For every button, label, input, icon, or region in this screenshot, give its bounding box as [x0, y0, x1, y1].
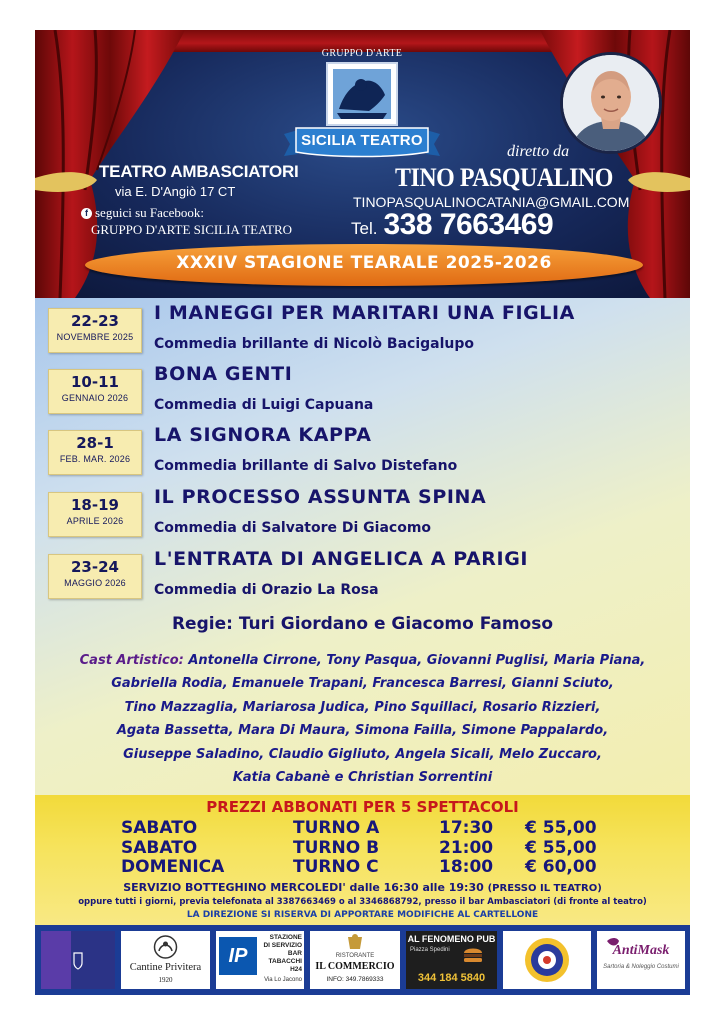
- show-days: 23-24: [71, 558, 119, 576]
- station-line: STAZIONE: [269, 934, 302, 941]
- show-item: [35, 361, 690, 421]
- logo-top-text: GRUPPO D'ARTE: [321, 48, 403, 59]
- ristorante-name: IL COMMERCIO: [315, 961, 395, 972]
- show-item: [35, 300, 690, 360]
- price-row: [35, 857, 690, 877]
- show-author: Commedia brillante di Salvo Distefano: [154, 458, 458, 474]
- ristorante-info: INFO: 349.7869333: [326, 976, 384, 983]
- price-time: 18:00: [439, 857, 494, 877]
- price-turn: TURNO C: [293, 857, 379, 877]
- wine-seal-icon: [121, 931, 210, 961]
- season-title: XXXIV STAGIONE TEARALE 2025-2026: [176, 253, 552, 273]
- facebook-page-name[interactable]: GRUPPO D'ARTE SICILIA TEATRO: [91, 222, 293, 237]
- theatre-mask-icon: [325, 61, 399, 127]
- show-title: I MANEGGI PER MARITARI UNA FIGLIA: [154, 302, 575, 324]
- show-title: LA SIGNORA KAPPA: [154, 424, 372, 446]
- person-icon: [563, 55, 659, 151]
- cast-line: Tino Mazzaglia, Mariarosa Judica, Pino Squillaci, Rosario Rizzieri,: [124, 699, 601, 715]
- price-turn: TURNO B: [293, 838, 380, 858]
- facebook-row: [81, 206, 204, 220]
- show-author: Commedia di Luigi Capuana: [154, 397, 374, 413]
- date-badge: [48, 492, 142, 537]
- antimask-name: AntiMask: [612, 943, 670, 958]
- pub-phone: 344 184 5840: [417, 972, 486, 984]
- sponsor-logo-1: [41, 931, 115, 989]
- restaurant-crest-icon: [310, 931, 400, 953]
- cast-list: [35, 653, 690, 793]
- cast-line: Gabriella Rodia, Emanuele Trapani, Francesca Barresi, Gianni Sciuto,: [111, 676, 614, 692]
- price-row: [35, 818, 690, 838]
- sicilia-teatro-logo: [276, 48, 448, 166]
- station-line: H24: [290, 966, 302, 973]
- station-line: BAR: [287, 950, 302, 957]
- prices-title: PREZZI ABBONATI PER 5 SPETTACOLI: [206, 798, 519, 816]
- cast-label: Cast Artistico:: [79, 653, 184, 668]
- show-item: [35, 484, 690, 544]
- price-amount: € 55,00: [525, 838, 597, 858]
- cast-line: [35, 653, 690, 676]
- boxoffice-hours: [35, 881, 690, 894]
- boxoffice-text: SERVIZIO BOTTEGHINO MERCOLEDI' dalle 16:30 alle 19:30: [123, 881, 484, 894]
- directors-line: Regie: Turi Giordano e Giacomo Famoso: [171, 614, 554, 634]
- show-title: IL PROCESSO ASSUNTA SPINA: [154, 486, 487, 508]
- cast-names: Antonella Cirrone, Tony Pasqua, Giovanni Puglisi, Maria Piana,: [188, 653, 646, 668]
- program-section: [35, 298, 690, 795]
- sponsor-antimask: [597, 931, 685, 989]
- show-author: Commedia di Salvatore Di Giacomo: [154, 520, 432, 536]
- show-item: [35, 422, 690, 482]
- show-days: 22-23: [71, 312, 119, 330]
- show-month: APRILE 2026: [66, 516, 124, 526]
- phone-row: [351, 208, 553, 242]
- starburst-icon: [503, 931, 591, 989]
- disclaimer: LA DIREZIONE SI RISERVA DI APPORTARE MODIFICHE AL CARTELLONE: [186, 910, 539, 920]
- phone-label: Tel.: [351, 219, 378, 238]
- price-turn: TURNO A: [293, 818, 380, 838]
- price-row: [35, 838, 690, 858]
- venue-name: TEATRO AMBASCIATORI: [99, 162, 299, 181]
- show-month: GENNAIO 2026: [61, 393, 129, 403]
- sponsors-band: [35, 925, 690, 995]
- phone-number[interactable]: 338 7663469: [383, 208, 554, 241]
- date-badge: [48, 369, 142, 414]
- ip-brand-icon: IP: [219, 937, 257, 975]
- prices-section: [35, 795, 690, 925]
- cast-line: Agata Bassetta, Mara Di Maura, Simona Failla, Simone Pappalardo,: [116, 723, 609, 739]
- director-name: TINO PASQUALINO: [395, 163, 613, 192]
- logo-banner-text: SICILIA TEATRO: [301, 132, 423, 149]
- header: [35, 30, 690, 298]
- directed-by-label: diretto da: [507, 143, 570, 160]
- station-line: TABACCHI: [268, 958, 302, 965]
- sponsor-ip-station: [216, 931, 304, 989]
- cantine-year: 1920: [158, 976, 173, 984]
- station-line: DI SERVIZIO: [263, 942, 302, 949]
- cast-line: Giuseppe Saladino, Claudio Gigliuto, Angela Sicali, Melo Zuccaro,: [123, 746, 602, 762]
- show-month: MAGGIO 2026: [64, 578, 126, 588]
- ristorante-label: RISTORANTE: [335, 953, 375, 959]
- show-author: Commedia di Orazio La Rosa: [154, 582, 379, 598]
- show-month: FEB. MAR. 2026: [59, 454, 131, 464]
- show-month: NOVEMBRE 2025: [56, 332, 134, 342]
- show-title: BONA GENTI: [154, 363, 293, 385]
- price-day: SABATO: [121, 838, 198, 858]
- show-item: [35, 546, 690, 606]
- pub-name: AL FENOMENO PUB: [407, 934, 496, 944]
- price-time: 21:00: [439, 838, 494, 858]
- date-badge: [48, 554, 142, 599]
- date-badge: [48, 308, 142, 353]
- price-day: DOMENICA: [121, 857, 225, 877]
- show-days: 28-1: [76, 434, 114, 452]
- pub-address: Piazza Spedini: [410, 947, 450, 953]
- crest-icon: [41, 931, 115, 989]
- facebook-icon: f: [81, 208, 92, 219]
- antimask-desc: Sartoria & Noleggio Costumi: [603, 964, 679, 970]
- sponsor-cantine-privitera: [121, 931, 210, 989]
- show-days: 18-19: [71, 496, 119, 514]
- price-day: SABATO: [121, 818, 198, 838]
- sponsor-round-logo: [503, 931, 591, 989]
- show-days: 10-11: [71, 373, 119, 391]
- director-portrait: [560, 52, 662, 154]
- contact-email[interactable]: TINOPASQUALINOCATANIA@GMAIL.COM: [353, 194, 630, 210]
- cantine-name: Cantine Privitera: [129, 962, 202, 973]
- show-author: Commedia brillante di Nicolò Bacigalupo: [154, 336, 475, 352]
- poster: [35, 30, 690, 995]
- price-amount: € 55,00: [525, 818, 597, 838]
- station-services: [260, 934, 302, 974]
- date-badge: [48, 430, 142, 475]
- facebook-label: seguici su Facebook:: [95, 205, 205, 220]
- show-title: L'ENTRATA DI ANGELICA A PARIGI: [154, 548, 529, 570]
- sponsor-il-commercio: [310, 931, 400, 989]
- station-address: Via Lo Jacono: [264, 977, 302, 983]
- sponsor-fenomeno-pub: [406, 931, 497, 989]
- price-amount: € 60,00: [525, 857, 597, 877]
- boxoffice-place: (PRESSO IL TEATRO): [487, 883, 602, 894]
- cast-line: Katia Cabanè e Christian Sorrentini: [232, 769, 493, 785]
- venue-address: via E. D'Angiò 17 CT: [115, 184, 236, 199]
- boxoffice-alternative: oppure tutti i giorni, previa telefonata al 3387663469 o al 3346868792, presso il bar Ambasciatori (di fronte al teatro): [78, 897, 647, 907]
- price-time: 17:30: [439, 818, 494, 838]
